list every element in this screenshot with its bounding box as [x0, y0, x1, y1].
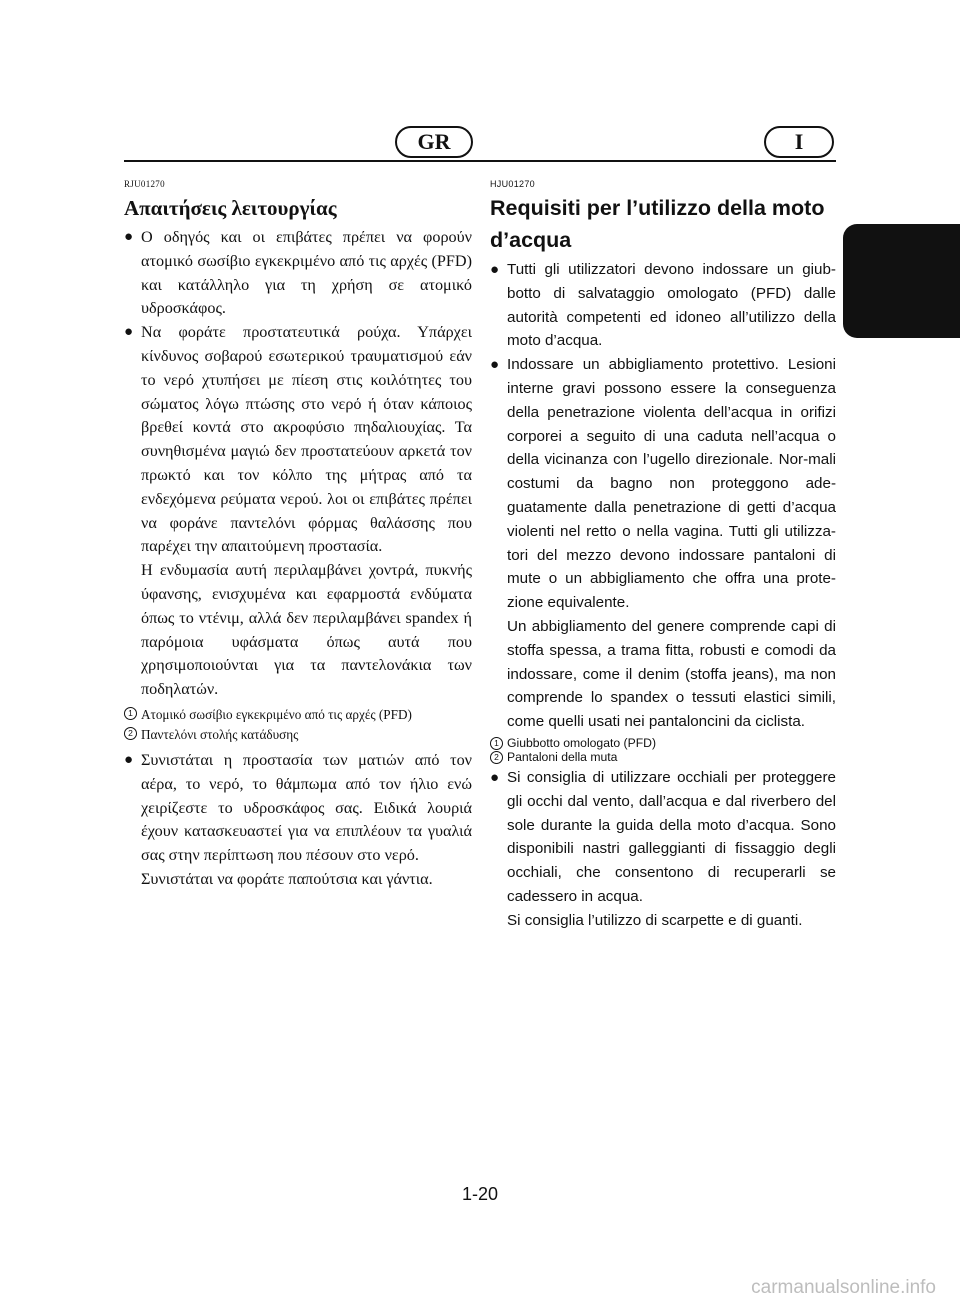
italian-column: [490, 178, 836, 933]
italian-section-title: Requisiti per l’utilizzo della moto d’acqua: [490, 196, 825, 252]
bullet-icon: ●: [124, 229, 134, 245]
greek-bullet-1: [124, 226, 472, 321]
italian-bullet-1: [490, 258, 836, 353]
italian-note-1-text: Giubbotto omologato (PFD): [507, 735, 657, 750]
greek-bullet-2-text: Να φοράτε προστατευτικά ρούχα. Υπάρχει κίνδυνος σοβαρού εσωτερικού τραυματισμού εάν το νερό χτυπήσει με πίεση στις κοιλότητες του σώματος λόγω πτώσης στο νερό ή όταν κάποιος βρεθεί κοντά στο ακροφύσιο πηδαλιουχίας. Τα συνηθισμένα μαγιώ δεν προστατεύουν αρκετά τον πρωκτό και τον κόλπο της μήτρας από τα ενδεχόμενα ρεύματα νερού. λοι οι επιβάτες πρέπει να φοράνε παντελόνι φόρμας θαλάσσης που παρέχει την απαιτούμενη προστασία.: [141, 323, 472, 556]
language-badge-gr: GR: [395, 126, 473, 158]
watermark: carmanualsonline.info: [751, 1277, 936, 1298]
callout-number: 2: [490, 751, 503, 764]
bullet-icon: ●: [490, 768, 500, 786]
greek-bullet-3-text: Συνιστάται η προστασία των ματιών από τον αέρα, το νερό, το θάμπωμα από τον ήλιο ενώ χειρίζεστε το υδροσκάφος σας. Ειδικά λουριά έχουν κατασκευαστεί για να επιπλέουν τα γυαλιά σας στην περίπτωση που πέσουν στο νερό.: [141, 750, 472, 865]
callout-number: 1: [124, 707, 137, 720]
bullet-icon: ●: [490, 356, 500, 374]
italian-note-2: [490, 750, 836, 764]
italian-bullet-3-text: Si consiglia di utilizzare occhiali per proteggere gli occhi dal vento, dall’acqua e dal riverbero del sole durante la guida della moto d’acqua. Sono disponibili nastri galleggianti di fissaggio degli occhiali, che consentono di recuperarli se cadessero in acqua.: [507, 768, 836, 905]
greek-bullet-1-text: Ο οδηγός και οι επιβάτες πρέπει να φορούν ατομικό σωσίβιο εγκεκριμένο από τις αρχές (PFD) και κατάλληλο για τη χρήση σε ατομικό υδροσκάφος.: [141, 228, 472, 318]
italian-bullet-2-text: Indossare un abbigliamento protettivo. Lesioni interne gravi possono essere la conseguenza della penetrazione violenta dell’acqua in orifizi corporei a seguito di una caduta nell’acqua o della vicinanza con l’ugello direzionale. Nor-mali costumi da bagno non proteggono ade-guatamente dalla penetrazione di getti d’acqua violenti nel retto o nella vagina. Tutti gli utilizza-tori del mezzo devono indossare pantaloni di mute o un abbigliamento che offra una prote-zione equivalente.: [507, 356, 836, 612]
greek-section-code: RJU01270: [124, 179, 165, 189]
greek-note-2: [124, 725, 472, 745]
header-rule: [124, 160, 836, 162]
italian-note-2-text: Pantaloni della muta: [507, 749, 618, 764]
section-tab-marker: [843, 224, 960, 338]
italian-bullet-3-continuation: Si consiglia l’utilizzo di scarpette e di guanti.: [507, 911, 803, 929]
page-number: 1-20: [461, 1184, 499, 1204]
language-badge-i: I: [764, 126, 834, 158]
greek-bullet-3-continuation: Συνιστάται να φοράτε παπούτσια και γάντια.: [141, 869, 433, 888]
greek-note-2-text: Παντελόνι στολής κατάδυσης: [141, 726, 299, 742]
callout-number: 2: [124, 727, 137, 740]
bullet-icon: ●: [490, 261, 500, 278]
greek-bullet-2-continuation: Η ενδυμασία αυτή περιλαμβάνει χοντρά, πυκνής ύφανσης, ενισχυμένα και εφαρμοστά ενδύματα όπως το ντένιμ, αλλά δεν περιλαμβάνει spandex ή παρόμοια υφάσματα όπως αυτά που χρησιμοποιούνται για τα παντελονάκια των ποδηλατών.: [141, 561, 472, 699]
greek-column: [124, 178, 472, 892]
greek-note-1-text: Ατομικό σωσίβιο εγκεκριμένο από τις αρχές (PFD): [141, 706, 412, 722]
greek-note-1: [124, 705, 472, 725]
italian-section-code: HJU01270: [490, 179, 535, 189]
greek-section-title: Απαιτήσεις λειτουργίας: [124, 196, 337, 220]
greek-bullet-3: [124, 749, 472, 868]
italian-bullet-3: [490, 766, 836, 909]
italian-bullet-2-continuation: Un abbigliamento del genere comprende capi di stoffa spessa, a trama fitta, robusti e comodi da indossare, come il denim (stoffa jeans), ma non comprende lo spandex o tessuti elastici simili, come quelli usati nei pantaloncini da ciclista.: [507, 617, 836, 731]
bullet-icon: ●: [124, 324, 134, 341]
greek-bullet-2: [124, 321, 472, 559]
bullet-icon: ●: [124, 751, 134, 768]
italian-bullet-2: [490, 353, 836, 615]
callout-number: 1: [490, 737, 503, 750]
italian-note-1: [490, 736, 836, 750]
italian-bullet-1-text: Tutti gli utilizzatori devono indossare un giub-botto di salvataggio omologato (PFD) dalle autorità competenti ed idoneo all’utilizzo della moto d’acqua.: [507, 261, 836, 350]
